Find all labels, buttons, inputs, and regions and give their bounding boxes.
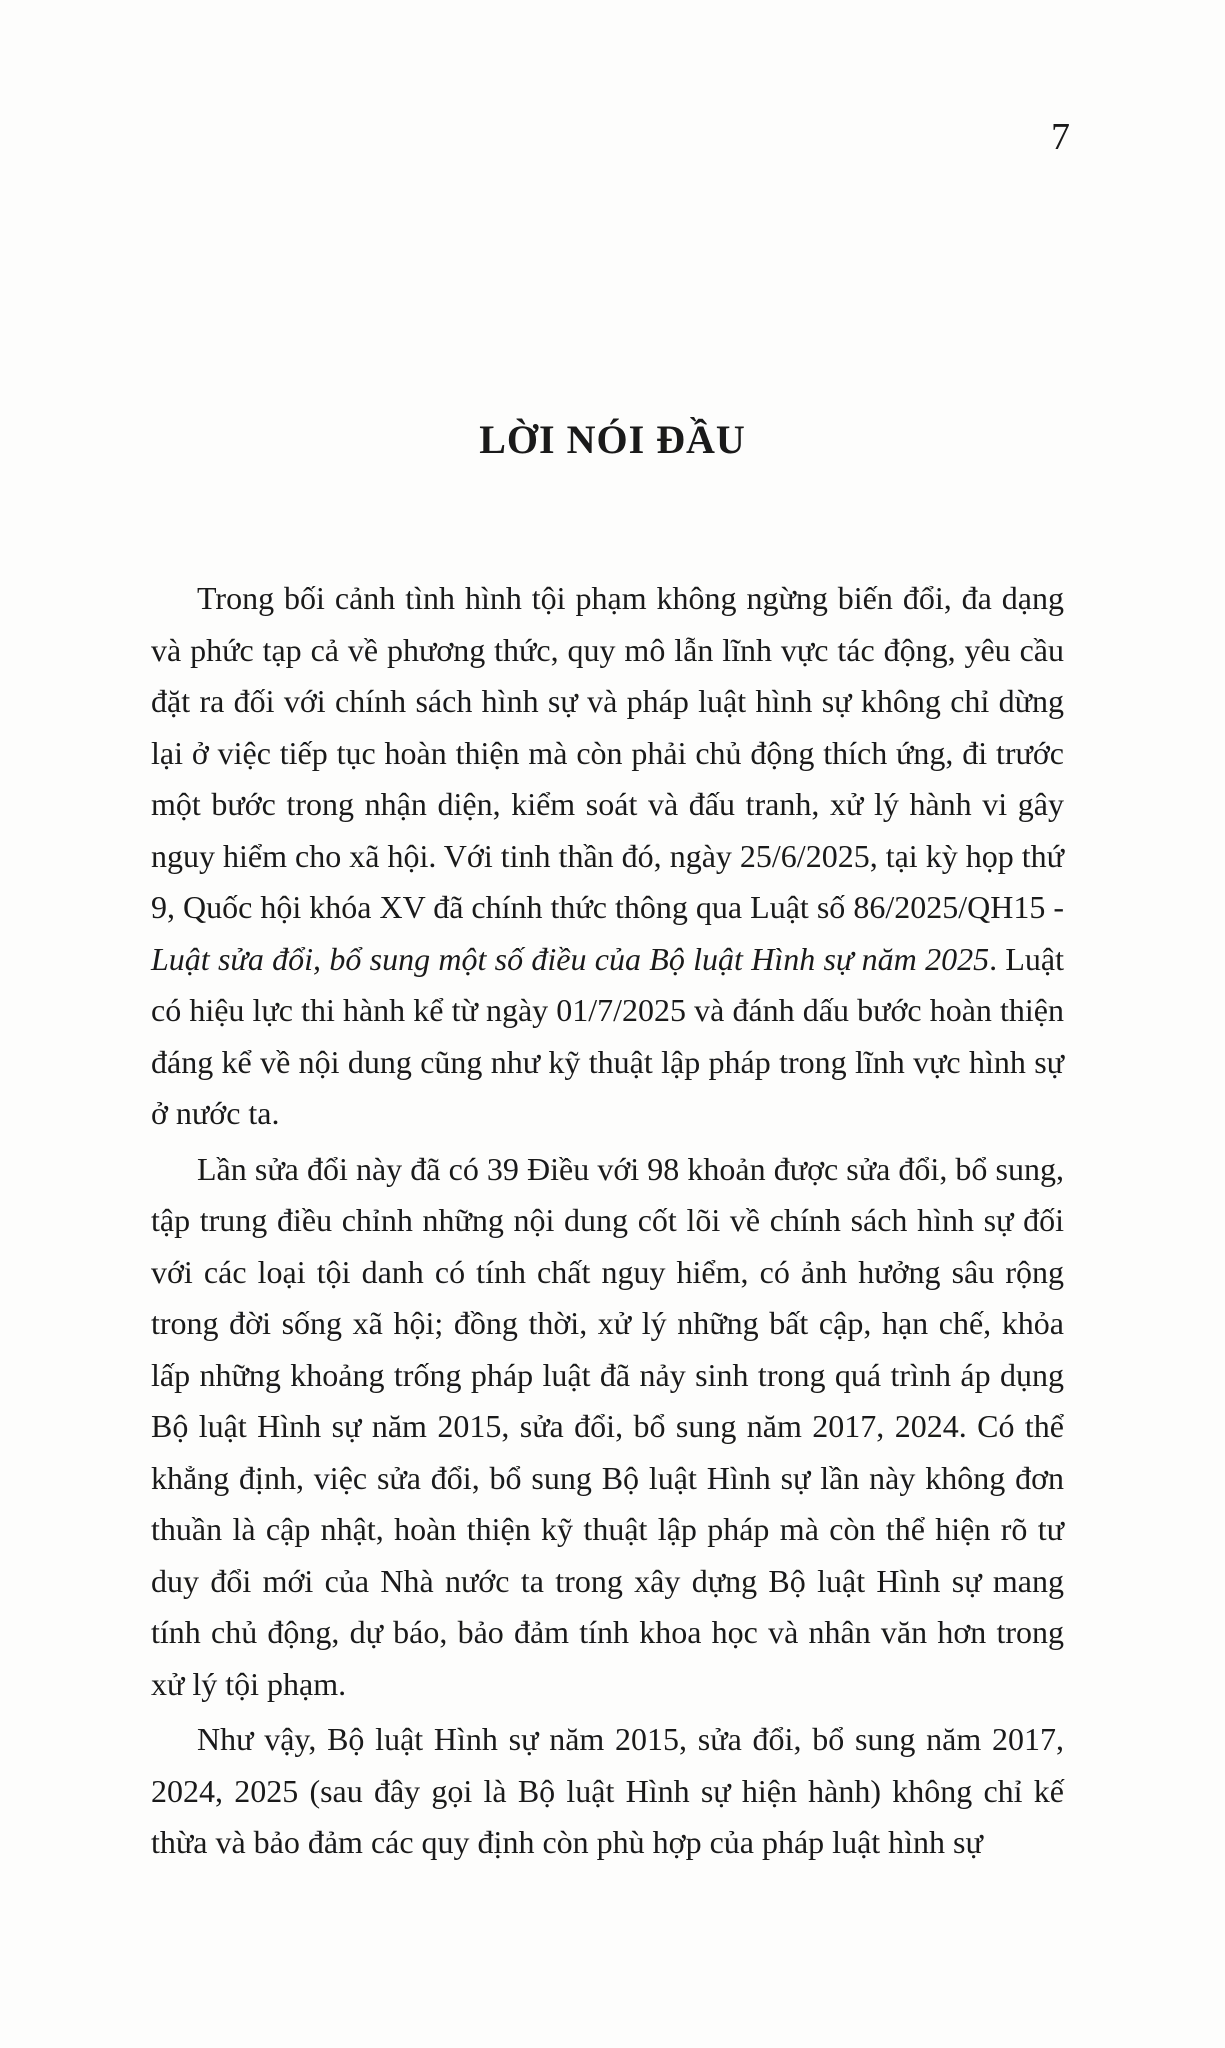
- paragraph-1-text-a: Trong bối cảnh tình hình tội phạm không ngừng biến đổi, đa dạng và phức tạp cả về phương thức, quy mô lẫn lĩnh vực tác động, yêu cầu đặt ra đối với chính sách hình sự và pháp luật hình sự không chỉ dừng lại ở việc tiếp tục hoàn thiện mà còn phải chủ động thích ứng, đi trước một bước trong nhận diện, kiểm soát và đấu tranh, xử lý hành vi gây nguy hiểm cho xã hội. Với tinh thần đó, ngày 25/6/2025, tại kỳ họp thứ 9, Quốc hội khóa XV đã chính thức thông qua Luật số 86/2025/QH15 -: [151, 580, 1064, 925]
- page-number: 7: [1051, 116, 1070, 158]
- paragraph-2: Lần sửa đổi này đã có 39 Điều với 98 khoản được sửa đổi, bổ sung, tập trung điều chỉnh những nội dung cốt lõi về chính sách hình sự đối với các loại tội danh có tính chất nguy hiểm, có ảnh hưởng sâu rộng trong đời sống xã hội; đồng thời, xử lý những bất cập, hạn chế, khỏa lấp những khoảng trống pháp luật đã nảy sinh trong quá trình áp dụng Bộ luật Hình sự năm 2015, sửa đổi, bổ sung năm 2017, 2024. Có thể khẳng định, việc sửa đổi, bổ sung Bộ luật Hình sự lần này không đơn thuần là cập nhật, hoàn thiện kỹ thuật lập pháp mà còn thể hiện rõ tư duy đổi mới của Nhà nước ta trong xây dựng Bộ luật Hình sự mang tính chủ động, dự báo, bảo đảm tính khoa học và nhân văn hơn trong xử lý tội phạm.: [151, 1150, 1064, 1702]
- paragraph-1: [151, 573, 1064, 1140]
- body-text: [151, 573, 1064, 1873]
- paragraph-3: Như vậy, Bộ luật Hình sự năm 2015, sửa đổi, bổ sung năm 2017, 2024, 2025 (sau đây gọi là Bộ luật Hình sự hiện hành) không chỉ kế thừa và bảo đảm các quy định còn phù hợp của pháp luật hình sự: [151, 1721, 1064, 1860]
- paragraph-1-text-b: . Luật có hiệu lực thi hành kể từ ngày 01/7/2025 và đánh dấu bước hoàn thiện đáng kể về nội dung cũng như kỹ thuật lập pháp trong lĩnh vực hình sự ở nước ta.: [151, 940, 1065, 1131]
- page-title: LỜI NÓI ĐẦU: [479, 417, 746, 462]
- law-title-italic: Luật sửa đổi, bổ sung một số điều của Bộ luật Hình sự năm 2025: [151, 940, 990, 977]
